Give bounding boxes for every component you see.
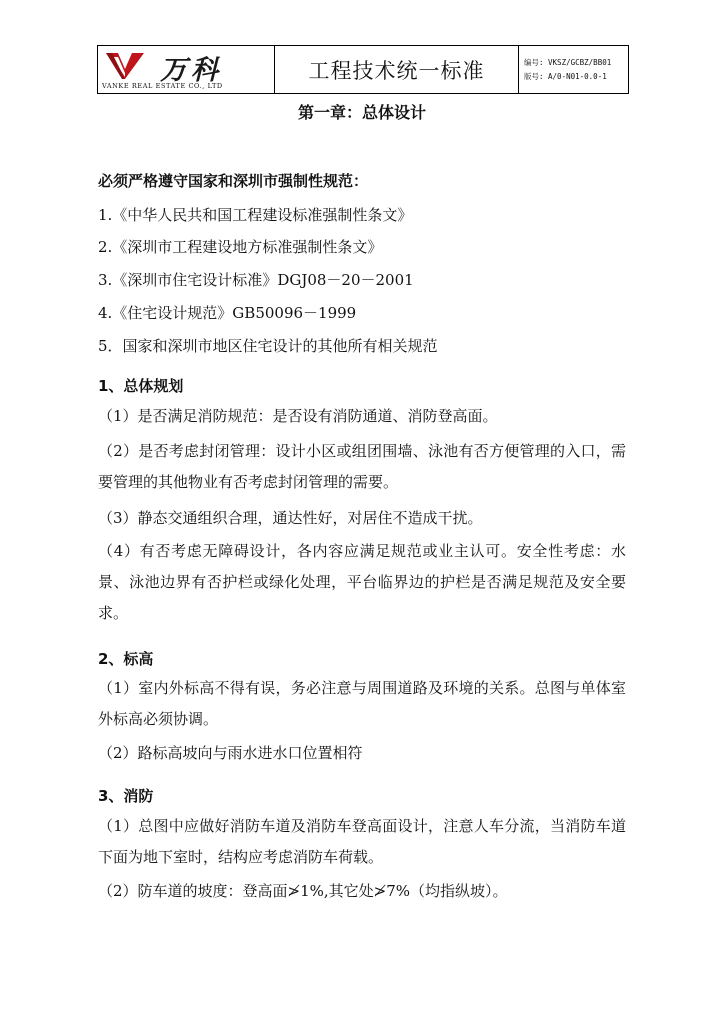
vanke-logo-icon	[104, 51, 146, 81]
section-item: （1）室内外标高不得有误，务必注意与周围道路及环境的关系。总图与单体室外标高必须协调。	[98, 679, 626, 728]
document-meta	[519, 46, 628, 93]
section-item: （2）防车道的坡度：登高面≯1%,其它处≯7%（均指纵坡）。	[98, 882, 508, 900]
logo-chinese-text: 万科	[160, 55, 222, 86]
section-item: （4）有否考虑无障碍设计，各内容应满足规范或业主认可。安全性考虑：水景、泳池边界有否护栏或绿化处理，平台临界边的护栏是否满足规范及安全要求。	[98, 542, 626, 622]
section-item: （2）是否考虑封闭管理：设计小区或组团围墙、泳池有否方便管理的入口，需要管理的其他物业有否考虑封闭管理的需要。	[98, 442, 626, 491]
document-header	[97, 45, 629, 94]
section-item: （1）是否满足消防规范：是否设有消防通道、消防登高面。	[98, 407, 498, 425]
section-heading: 1、总体规划	[98, 377, 184, 395]
section-item: （1）总图中应做好消防车道及消防车登高面设计，注意人车分流，当消防车道下面为地下室时，结构应考虑消防车荷载。	[98, 817, 626, 866]
document-title: 工程技术统一标准	[275, 46, 519, 93]
document-version: 版号: A/0-N01-0.0-1	[524, 71, 607, 81]
section-item: （2）路标高坡向与雨水进水口位置相符	[98, 744, 363, 762]
section-heading: 2、标高	[98, 650, 154, 668]
logo-english-text: VANKE REAL ESTATE CO., LTD	[102, 82, 223, 90]
regulation-item: 3.《深圳市住宅设计标准》DGJ08－20－2001	[98, 271, 414, 289]
chapter-title: 第一章：总体设计	[297, 103, 426, 122]
company-logo	[98, 46, 275, 93]
intro-heading: 必须严格遵守国家和深圳市强制性规范：	[98, 172, 369, 190]
section-heading: 3、消防	[98, 787, 154, 805]
regulation-item: 5．国家和深圳市地区住宅设计的其他所有相关规范	[98, 337, 438, 355]
regulation-item: 2.《深圳市工程建设地方标准强制性条文》	[98, 238, 383, 256]
document-code: 编号: VKSZ/GCBZ/BB01	[524, 57, 612, 67]
regulation-item: 4.《住宅设计规范》GB50096－1999	[98, 304, 357, 322]
section-item: （3）静态交通组织合理，通达性好，对居住不造成干扰。	[98, 509, 483, 527]
regulation-item: 1.《中华人民共和国工程建设标准强制性条文》	[98, 206, 413, 224]
